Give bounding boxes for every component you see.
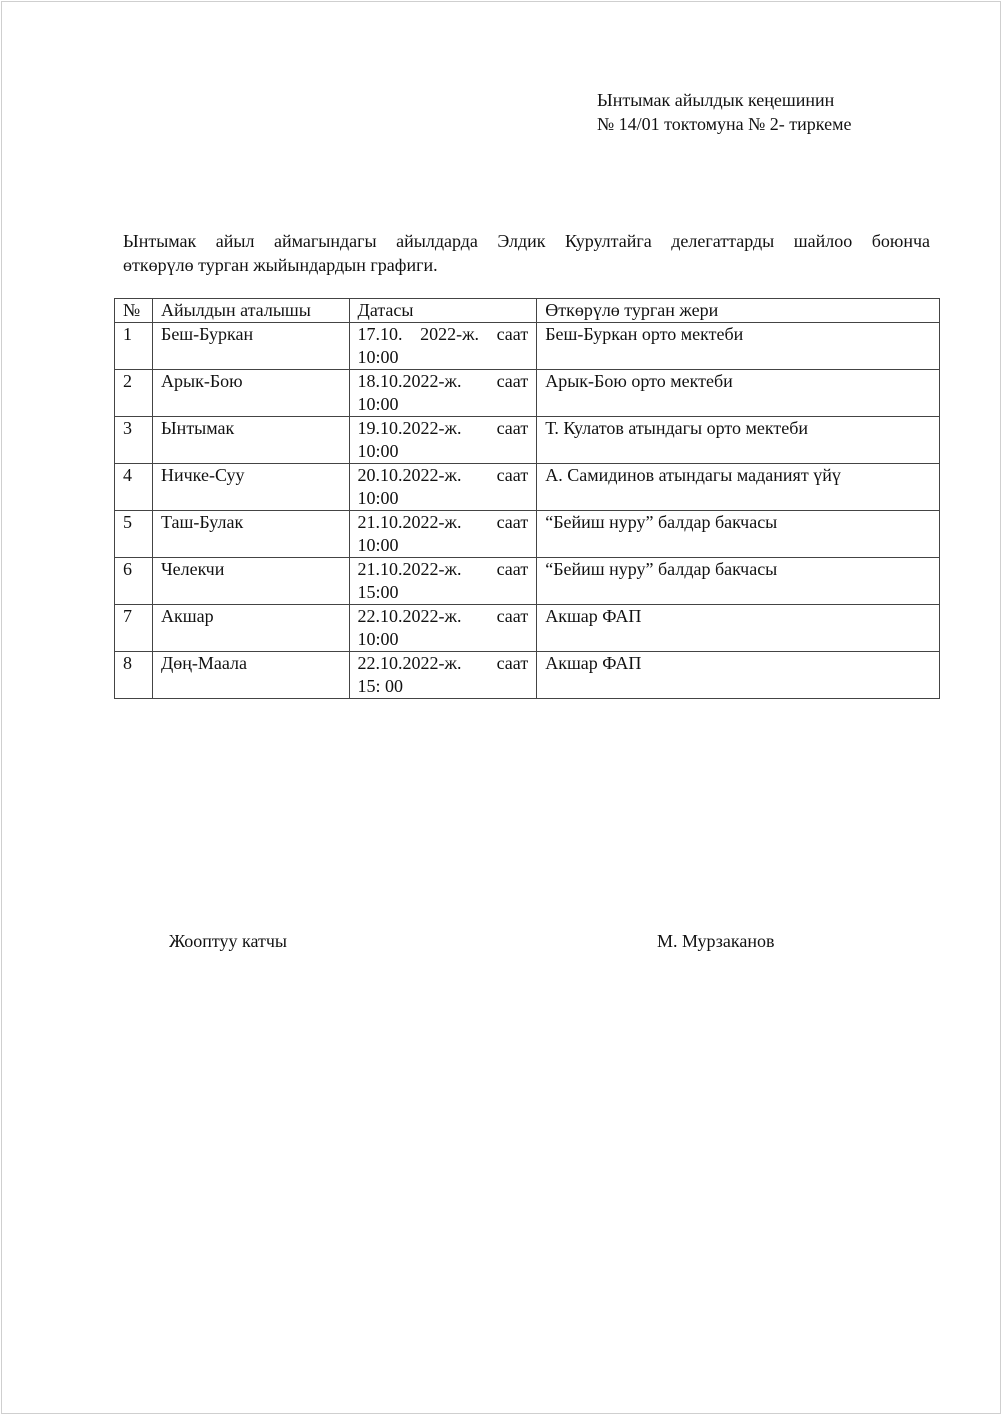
row-date <box>349 370 537 417</box>
row-village: Челекчи <box>152 558 349 605</box>
row-date <box>349 417 537 464</box>
header-place: Өткөрүлө турган жери <box>537 299 940 323</box>
table-row <box>115 652 940 699</box>
header-line-2: № 14/01 токтомуна № 2- тиркеме <box>597 114 852 134</box>
row-date-time: 10:00 <box>357 535 399 555</box>
table-row <box>115 464 940 511</box>
row-number: 7 <box>115 605 153 652</box>
row-village: Арык-Бою <box>152 370 349 417</box>
signatory-name: М. Мурзаканов <box>657 931 775 951</box>
row-date-day: 21.10.2022-ж. саат <box>357 512 529 532</box>
header-number: № <box>115 299 153 323</box>
row-place: Акшар ФАП <box>537 652 940 699</box>
document-page <box>1 1 1001 1414</box>
table-row <box>115 417 940 464</box>
row-village: Беш-Буркан <box>152 323 349 370</box>
row-date-time: 15: 00 <box>357 676 404 696</box>
row-number: 8 <box>115 652 153 699</box>
intro-line-1: Ынтымак айыл аймагындагы айылдарда Элдик Курултайга делегаттарды шайлоо боюнча <box>123 231 930 251</box>
row-village: Ничке-Суу <box>152 464 349 511</box>
row-date-time: 10:00 <box>357 629 399 649</box>
row-date-time: 15:00 <box>357 582 399 602</box>
header-date: Датасы <box>349 299 537 323</box>
row-place: Беш-Буркан орто мектеби <box>537 323 940 370</box>
intro-line-2: өткөрүлө турган жыйындардын графиги. <box>123 255 438 275</box>
row-date <box>349 511 537 558</box>
header-line-1: Ынтымак айылдык кеңешинин <box>597 90 835 110</box>
row-date <box>349 464 537 511</box>
row-date-day: 22.10.2022-ж. саат <box>357 653 529 673</box>
table-row <box>115 605 940 652</box>
table-header-row <box>115 299 940 323</box>
row-date-day: 19.10.2022-ж. саат <box>357 418 529 438</box>
row-number: 1 <box>115 323 153 370</box>
attachment-header <box>597 88 851 136</box>
row-date <box>349 605 537 652</box>
row-place: Т. Кулатов атындагы орто мектеби <box>537 417 940 464</box>
row-village: Дөң-Маала <box>152 652 349 699</box>
row-date-day: 22.10.2022-ж. саат <box>357 606 529 626</box>
row-date <box>349 323 537 370</box>
row-date-day: 21.10.2022-ж. саат <box>357 559 529 579</box>
table-row <box>115 370 940 417</box>
row-village: Таш-Булак <box>152 511 349 558</box>
row-village: Ынтымак <box>152 417 349 464</box>
table-row <box>115 323 940 370</box>
intro-paragraph <box>123 229 930 277</box>
row-place: А. Самидинов атындагы маданият үйү <box>537 464 940 511</box>
row-date-day: 20.10.2022-ж. саат <box>357 465 529 485</box>
row-place: “Бейиш нуру” балдар бакчасы <box>537 511 940 558</box>
row-date-day: 18.10.2022-ж. саат <box>357 371 529 391</box>
row-number: 4 <box>115 464 153 511</box>
row-date-time: 10:00 <box>357 347 399 367</box>
table-row <box>115 558 940 605</box>
signatory-title: Жооптуу катчы <box>169 931 287 951</box>
row-date <box>349 558 537 605</box>
row-date <box>349 652 537 699</box>
row-number: 5 <box>115 511 153 558</box>
row-village: Акшар <box>152 605 349 652</box>
row-date-time: 10:00 <box>357 488 399 508</box>
row-place: “Бейиш нуру” балдар бакчасы <box>537 558 940 605</box>
table-row <box>115 511 940 558</box>
row-date-day: 17.10. 2022-ж. саат <box>357 324 529 344</box>
row-number: 3 <box>115 417 153 464</box>
row-place: Акшар ФАП <box>537 605 940 652</box>
row-place: Арык-Бою орто мектеби <box>537 370 940 417</box>
meetings-schedule-table <box>114 298 940 699</box>
row-number: 2 <box>115 370 153 417</box>
header-village: Айылдын аталышы <box>152 299 349 323</box>
row-date-time: 10:00 <box>357 394 399 414</box>
row-date-time: 10:00 <box>357 441 399 461</box>
row-number: 6 <box>115 558 153 605</box>
